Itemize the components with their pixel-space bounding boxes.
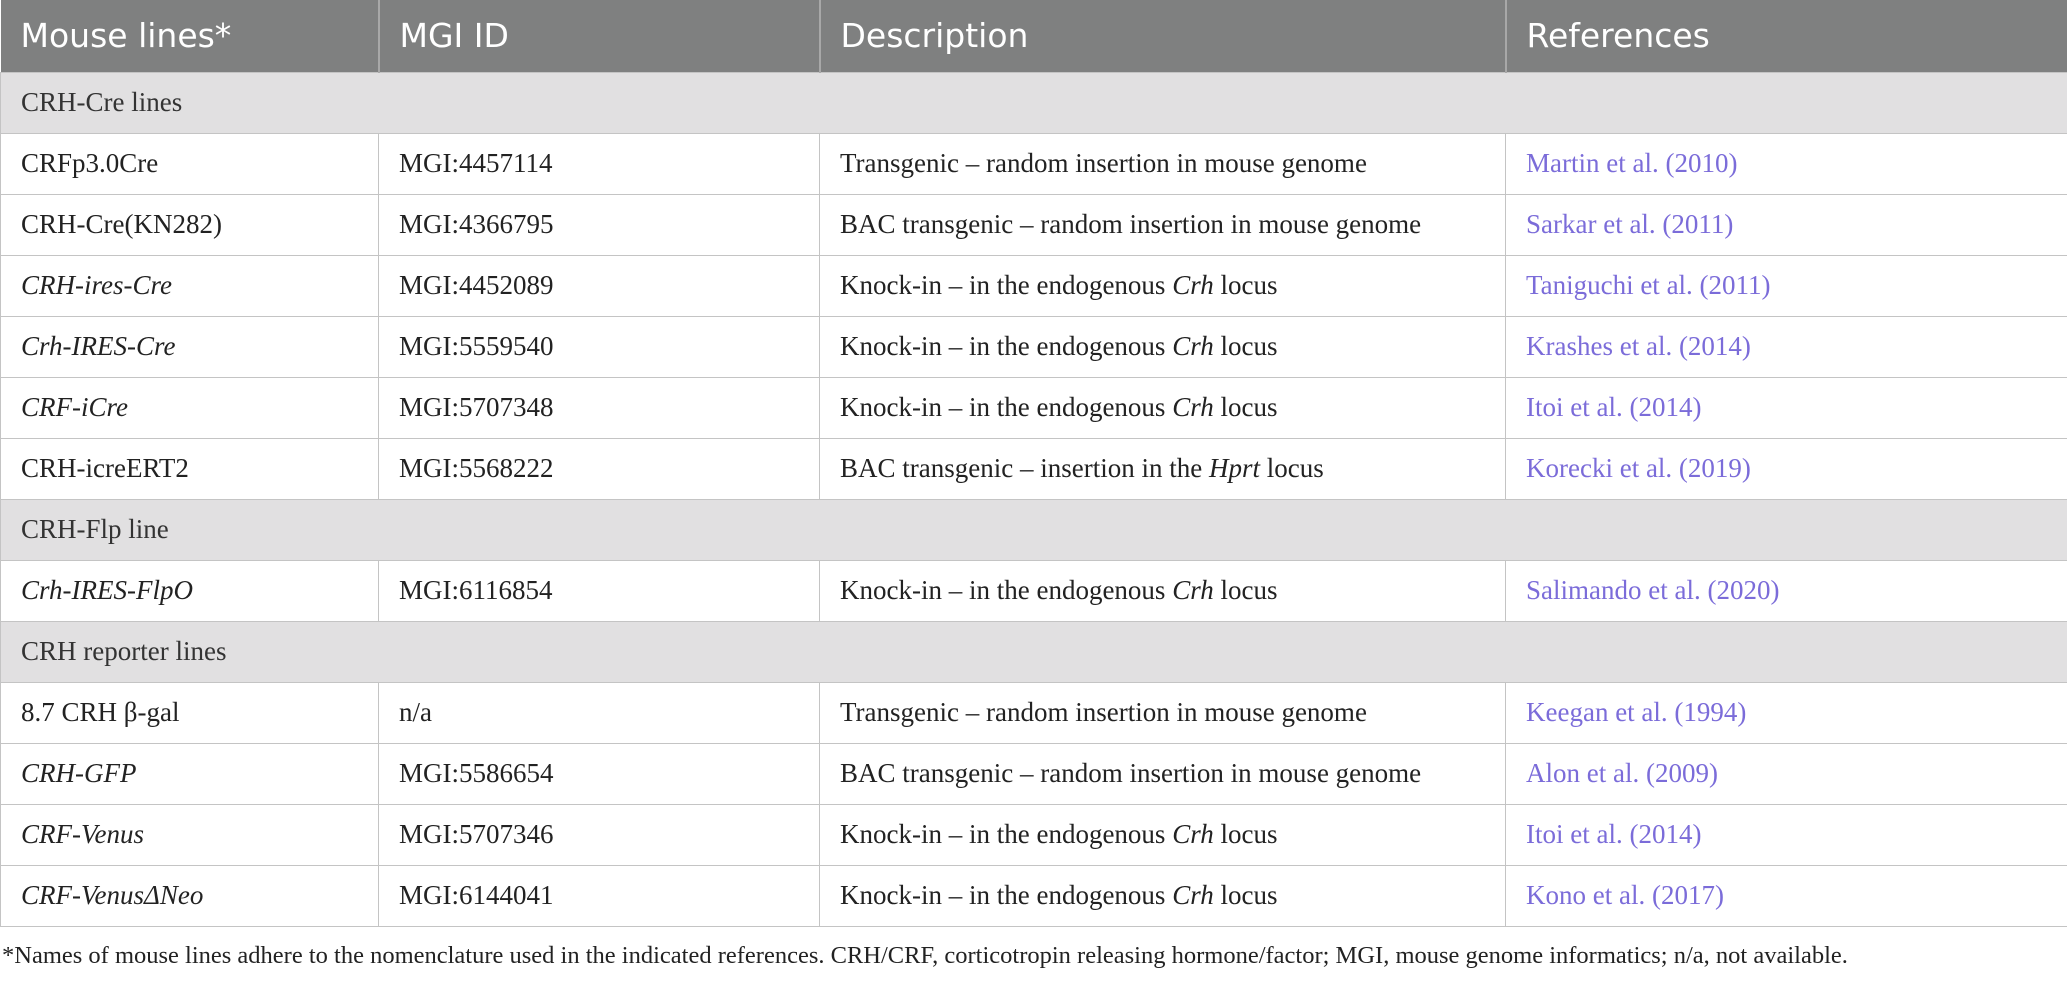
description-text: Transgenic – random insertion in mouse genome	[840, 148, 1367, 178]
description-cell	[820, 682, 1506, 743]
description-suffix: locus	[1213, 331, 1278, 361]
gene-name: Crh	[1172, 331, 1214, 361]
mgi-id-cell: MGI:5707346	[379, 804, 820, 865]
description-text: Knock-in – in the endogenous	[840, 392, 1173, 422]
gene-name: Hprt	[1208, 453, 1260, 483]
mgi-id-cell: MGI:5559540	[379, 316, 820, 377]
mouse-line-cell: CRFp3.0Cre	[1, 133, 379, 194]
table-row	[1, 438, 2067, 499]
description-cell	[820, 438, 1506, 499]
description-text: BAC transgenic – random insertion in mouse genome	[840, 758, 1422, 788]
mouse-line-cell: CRH-ires-Cre	[1, 255, 379, 316]
header-description: Description	[820, 0, 1506, 72]
description-suffix: locus	[1259, 453, 1324, 483]
group-label: CRH reporter lines	[1, 621, 2067, 682]
table-row	[1, 133, 2067, 194]
reference-cell	[1506, 865, 2067, 926]
description-cell	[820, 194, 1506, 255]
mouse-line-cell: Crh-IRES-FlpO	[1, 560, 379, 621]
table-row	[1, 743, 2067, 804]
table-row	[1, 865, 2067, 926]
description-cell	[820, 133, 1506, 194]
mgi-id-cell: MGI:5707348	[379, 377, 820, 438]
group-row	[1, 72, 2067, 133]
reference-cell	[1506, 316, 2067, 377]
reference-cell	[1506, 194, 2067, 255]
reference-link[interactable]: Korecki et al. (2019)	[1526, 453, 1751, 483]
reference-cell	[1506, 804, 2067, 865]
description-text: Knock-in – in the endogenous	[840, 270, 1173, 300]
mgi-id-cell: MGI:4457114	[379, 133, 820, 194]
mouse-line-cell: Crh-IRES-Cre	[1, 316, 379, 377]
reference-link[interactable]: Alon et al. (2009)	[1526, 758, 1718, 788]
reference-link[interactable]: Krashes et al. (2014)	[1526, 331, 1751, 361]
mouse-line-cell: CRF-VenusΔNeo	[1, 865, 379, 926]
reference-link[interactable]: Taniguchi et al. (2011)	[1526, 270, 1771, 300]
description-cell	[820, 316, 1506, 377]
description-text: Knock-in – in the endogenous	[840, 331, 1173, 361]
group-label: CRH-Flp line	[1, 499, 2067, 560]
description-text: Knock-in – in the endogenous	[840, 819, 1173, 849]
reference-link[interactable]: Keegan et al. (1994)	[1526, 697, 1747, 727]
reference-link[interactable]: Martin et al. (2010)	[1526, 148, 1738, 178]
description-cell	[820, 865, 1506, 926]
header-mgi-id: MGI ID	[379, 0, 820, 72]
reference-link[interactable]: Sarkar et al. (2011)	[1526, 209, 1734, 239]
reference-cell	[1506, 743, 2067, 804]
mouse-line-cell: CRH-GFP	[1, 743, 379, 804]
gene-name: Crh	[1172, 575, 1214, 605]
table-header-row	[1, 0, 2067, 72]
mouse-line-cell: CRF-Venus	[1, 804, 379, 865]
description-cell	[820, 804, 1506, 865]
mgi-id-cell: MGI:4366795	[379, 194, 820, 255]
mgi-id-cell: MGI:6144041	[379, 865, 820, 926]
mouse-line-cell: 8.7 CRH β-gal	[1, 682, 379, 743]
group-row	[1, 499, 2067, 560]
table-body	[1, 72, 2067, 926]
description-suffix: locus	[1213, 819, 1278, 849]
reference-cell	[1506, 438, 2067, 499]
mgi-id-cell: MGI:5568222	[379, 438, 820, 499]
reference-link[interactable]: Itoi et al. (2014)	[1526, 819, 1702, 849]
reference-cell	[1506, 377, 2067, 438]
reference-cell	[1506, 133, 2067, 194]
header-mouse-lines: Mouse lines*	[1, 0, 379, 72]
group-label: CRH-Cre lines	[1, 72, 2067, 133]
gene-name: Crh	[1172, 880, 1214, 910]
description-text: Knock-in – in the endogenous	[840, 880, 1173, 910]
table-footnote: *Names of mouse lines adhere to the nomenclature used in the indicated references. CRH/CRF, corticotropin releasing hormone/factor; MGI, mouse genome informatics; n/a, not available.	[2, 942, 1848, 969]
description-suffix: locus	[1213, 392, 1278, 422]
mouse-line-cell: CRH-icreERT2	[1, 438, 379, 499]
reference-cell	[1506, 682, 2067, 743]
description-text: Knock-in – in the endogenous	[840, 575, 1173, 605]
description-cell	[820, 377, 1506, 438]
gene-name: Crh	[1172, 392, 1214, 422]
reference-cell	[1506, 255, 2067, 316]
mgi-id-cell: MGI:6116854	[379, 560, 820, 621]
reference-link[interactable]: Kono et al. (2017)	[1526, 880, 1724, 910]
description-suffix: locus	[1213, 270, 1278, 300]
description-text: BAC transgenic – random insertion in mouse genome	[840, 209, 1422, 239]
table-row	[1, 560, 2067, 621]
table-row	[1, 316, 2067, 377]
description-text: Transgenic – random insertion in mouse genome	[840, 697, 1367, 727]
table-row	[1, 255, 2067, 316]
table-row	[1, 804, 2067, 865]
gene-name: Crh	[1172, 270, 1214, 300]
description-text: BAC transgenic – insertion in the	[840, 453, 1209, 483]
reference-cell	[1506, 560, 2067, 621]
description-suffix: locus	[1213, 575, 1278, 605]
table-row	[1, 377, 2067, 438]
group-row	[1, 621, 2067, 682]
header-references: References	[1506, 0, 2067, 72]
description-cell	[820, 255, 1506, 316]
table-row	[1, 682, 2067, 743]
mgi-id-cell: MGI:5586654	[379, 743, 820, 804]
mouse-line-cell: CRH-Cre(KN282)	[1, 194, 379, 255]
reference-link[interactable]: Salimando et al. (2020)	[1526, 575, 1780, 605]
gene-name: Crh	[1172, 819, 1214, 849]
table-row	[1, 194, 2067, 255]
mgi-id-cell: n/a	[379, 682, 820, 743]
description-suffix: locus	[1213, 880, 1278, 910]
mgi-id-cell: MGI:4452089	[379, 255, 820, 316]
description-cell	[820, 743, 1506, 804]
reference-link[interactable]: Itoi et al. (2014)	[1526, 392, 1702, 422]
mouse-line-cell: CRF-iCre	[1, 377, 379, 438]
description-cell	[820, 560, 1506, 621]
